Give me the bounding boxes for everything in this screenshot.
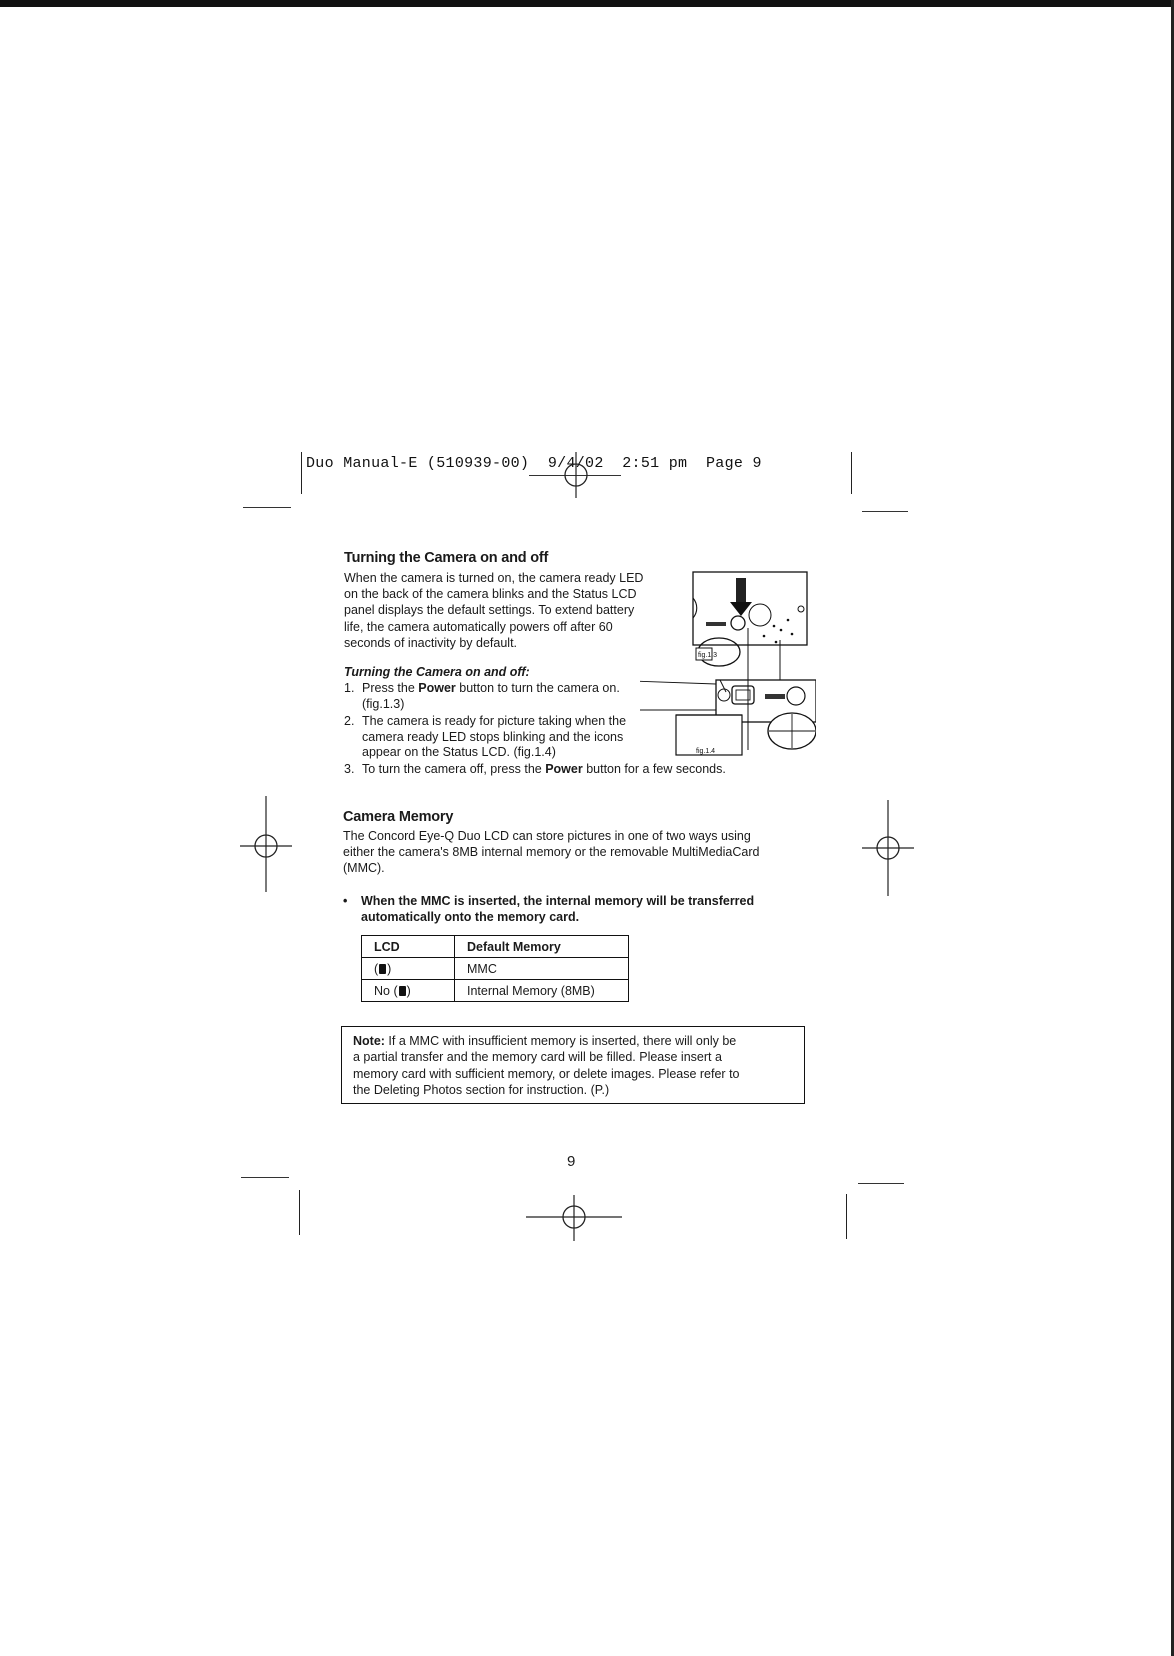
step-text: appear on the Status LCD. (fig.1.4) [362,745,556,760]
registration-mark-left [240,796,292,892]
step-text: button to turn the camera on. [455,681,620,695]
memory-table [361,935,629,1002]
step-text: To turn the camera off, press the [362,762,546,776]
mmc-card-icon [379,964,386,974]
memory-intro-paragraph [343,828,813,877]
step-3 [344,762,802,778]
text-line: either the camera's 8MB internal memory or the removable MultiMediaCard [343,845,760,860]
section-heading-memory: Camera Memory [343,809,454,825]
step-text: camera ready LED stops blinking and the icons [362,729,624,744]
table-header-lcd: LCD [362,936,455,958]
text-line: seconds of inactivity by default. [344,635,518,650]
step-number: 1. [344,681,355,695]
crop-mark-h-top-left [243,507,291,508]
note-text: the Deleting Photos section for instruction. (P.) [353,1083,610,1098]
crop-mark-h-top-right [862,511,908,512]
registration-mark-top [548,452,604,498]
crop-mark-v-bottom-right [846,1194,847,1239]
power-intro-paragraph [344,570,684,651]
bullet-dot: • [343,894,348,908]
step-text: button for a few seconds. [582,762,726,776]
fig-label-1-3: fig.1.3 [698,652,718,659]
power-term: Power [545,762,583,776]
bullet-line: When the MMC is inserted, the internal memory will be transferred [361,894,755,908]
table-header-row [362,936,629,958]
text-line: When the camera is turned on, the camera ready LED [344,571,644,585]
step-text: The camera is ready for picture taking when the [362,714,627,728]
bullet-line: automatically onto the memory card. [361,910,580,924]
page-number: 9 [567,1153,576,1170]
crop-mark-right-top [851,452,852,494]
note-label: Note: [353,1034,385,1048]
registration-mark-bottom [526,1195,622,1241]
text-line: panel displays the default settings. To extend battery [344,603,635,618]
print-slug: Duo Manual-E (510939-00) 9/4/02 2:51 pm Page 9 [306,455,762,472]
text-line: on the back of the camera blinks and the Status LCD [344,587,637,602]
note-box [341,1026,805,1104]
note-text: If a MMC with insufficient memory is inserted, there will only be [384,1034,737,1048]
text-line: The Concord Eye-Q Duo LCD can store pictures in one of two ways using [343,829,751,843]
section-heading-power: Turning the Camera on and off [344,550,549,566]
table-cell-lcd: ( ) [362,958,455,980]
step-text: Press the [362,681,419,695]
table-row [362,980,629,1002]
scan-top-edge [0,0,1174,7]
table-row [362,958,629,980]
crop-mark-v-bottom-left [299,1190,300,1235]
table-cell-lcd: No ( ) [362,980,455,1002]
table-header-memory: Default Memory [455,936,629,958]
fig-label-1-4: fig.1.4 [696,748,716,755]
text-line: (MMC). [343,861,385,876]
lcd-prefix: No [374,983,394,998]
steps-subheading: Turning the Camera on and off: [344,665,530,679]
camera-illustration [640,568,816,764]
crop-mark-left-top [301,452,302,494]
fig-reference: (fig.1.3) [362,696,405,711]
text-line: life, the camera automatically powers off after 60 [344,619,613,634]
note-text: memory card with sufficient memory, or delete images. Please refer to [353,1066,740,1081]
table-cell-memory: Internal Memory (8MB) [455,980,629,1002]
note-text: a partial transfer and the memory card will be filled. Please insert a [353,1050,722,1065]
table-cell-memory: MMC [455,958,629,980]
mmc-card-icon [399,986,406,996]
step-number: 3. [344,762,355,776]
memory-bullet [343,893,813,925]
step-number: 2. [344,714,355,728]
power-term: Power [418,681,456,695]
crop-mark-h-bottom-right [858,1183,904,1184]
registration-mark-right [862,800,914,896]
crop-mark-h-bottom-left [241,1177,289,1178]
